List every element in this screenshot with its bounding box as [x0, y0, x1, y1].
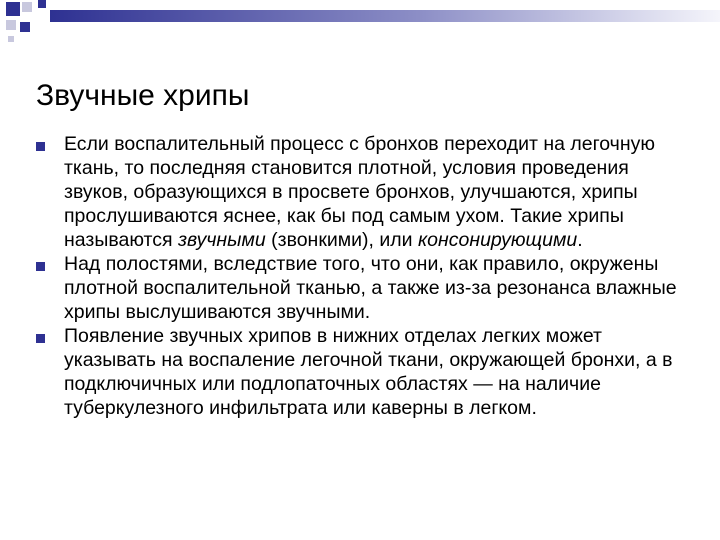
slide-title: Звучные хрипы: [36, 79, 250, 112]
square-bullet-icon: [36, 334, 45, 343]
bullet-text-part: Если воспалительный процесс с бронхов переходит на легочную ткань, то последняя становится плотной, условия проведения звуков, образующихся в просвете бронхов, улучшаются, хрипы прослушиваются яснее, как бы под самым ухом. Такие хрипы называются: [64, 133, 655, 251]
decor-square: [20, 22, 30, 32]
bullet-text-part: (звонкими), или: [265, 229, 418, 251]
decor-squares-icon: [6, 0, 46, 42]
list-item: [32, 252, 692, 324]
decor-square: [6, 2, 20, 16]
bullet-text: Над полостями, вследствие того, что они, как правило, окружены плотной воспалительной тканью, а также из-за резонанса влажные хрипы выслушиваются звучными.: [64, 253, 677, 323]
italic-term: консонирующими: [417, 229, 578, 251]
bullet-list: [32, 132, 692, 420]
decor-square: [6, 20, 16, 30]
bullet-text: Появление звучных хрипов в нижних отделах легких может указывать на воспаление легочной ткани, окружающей бронхи, а в подключичных или подлопаточных областях — на наличие туберкулезного инфильтрата или каверны в легком.: [64, 325, 673, 419]
decor-square: [8, 36, 14, 42]
bullet-text-part: .: [577, 229, 583, 251]
decor-square: [22, 2, 32, 12]
square-bullet-icon: [36, 262, 45, 271]
gradient-bar-icon: [50, 10, 720, 22]
list-item: [32, 132, 692, 252]
italic-term: звучными: [177, 229, 266, 251]
list-item: [32, 324, 692, 420]
square-bullet-icon: [36, 142, 45, 151]
decor-square: [38, 0, 46, 8]
bullet-text: [64, 132, 692, 252]
top-decoration: [0, 0, 720, 48]
